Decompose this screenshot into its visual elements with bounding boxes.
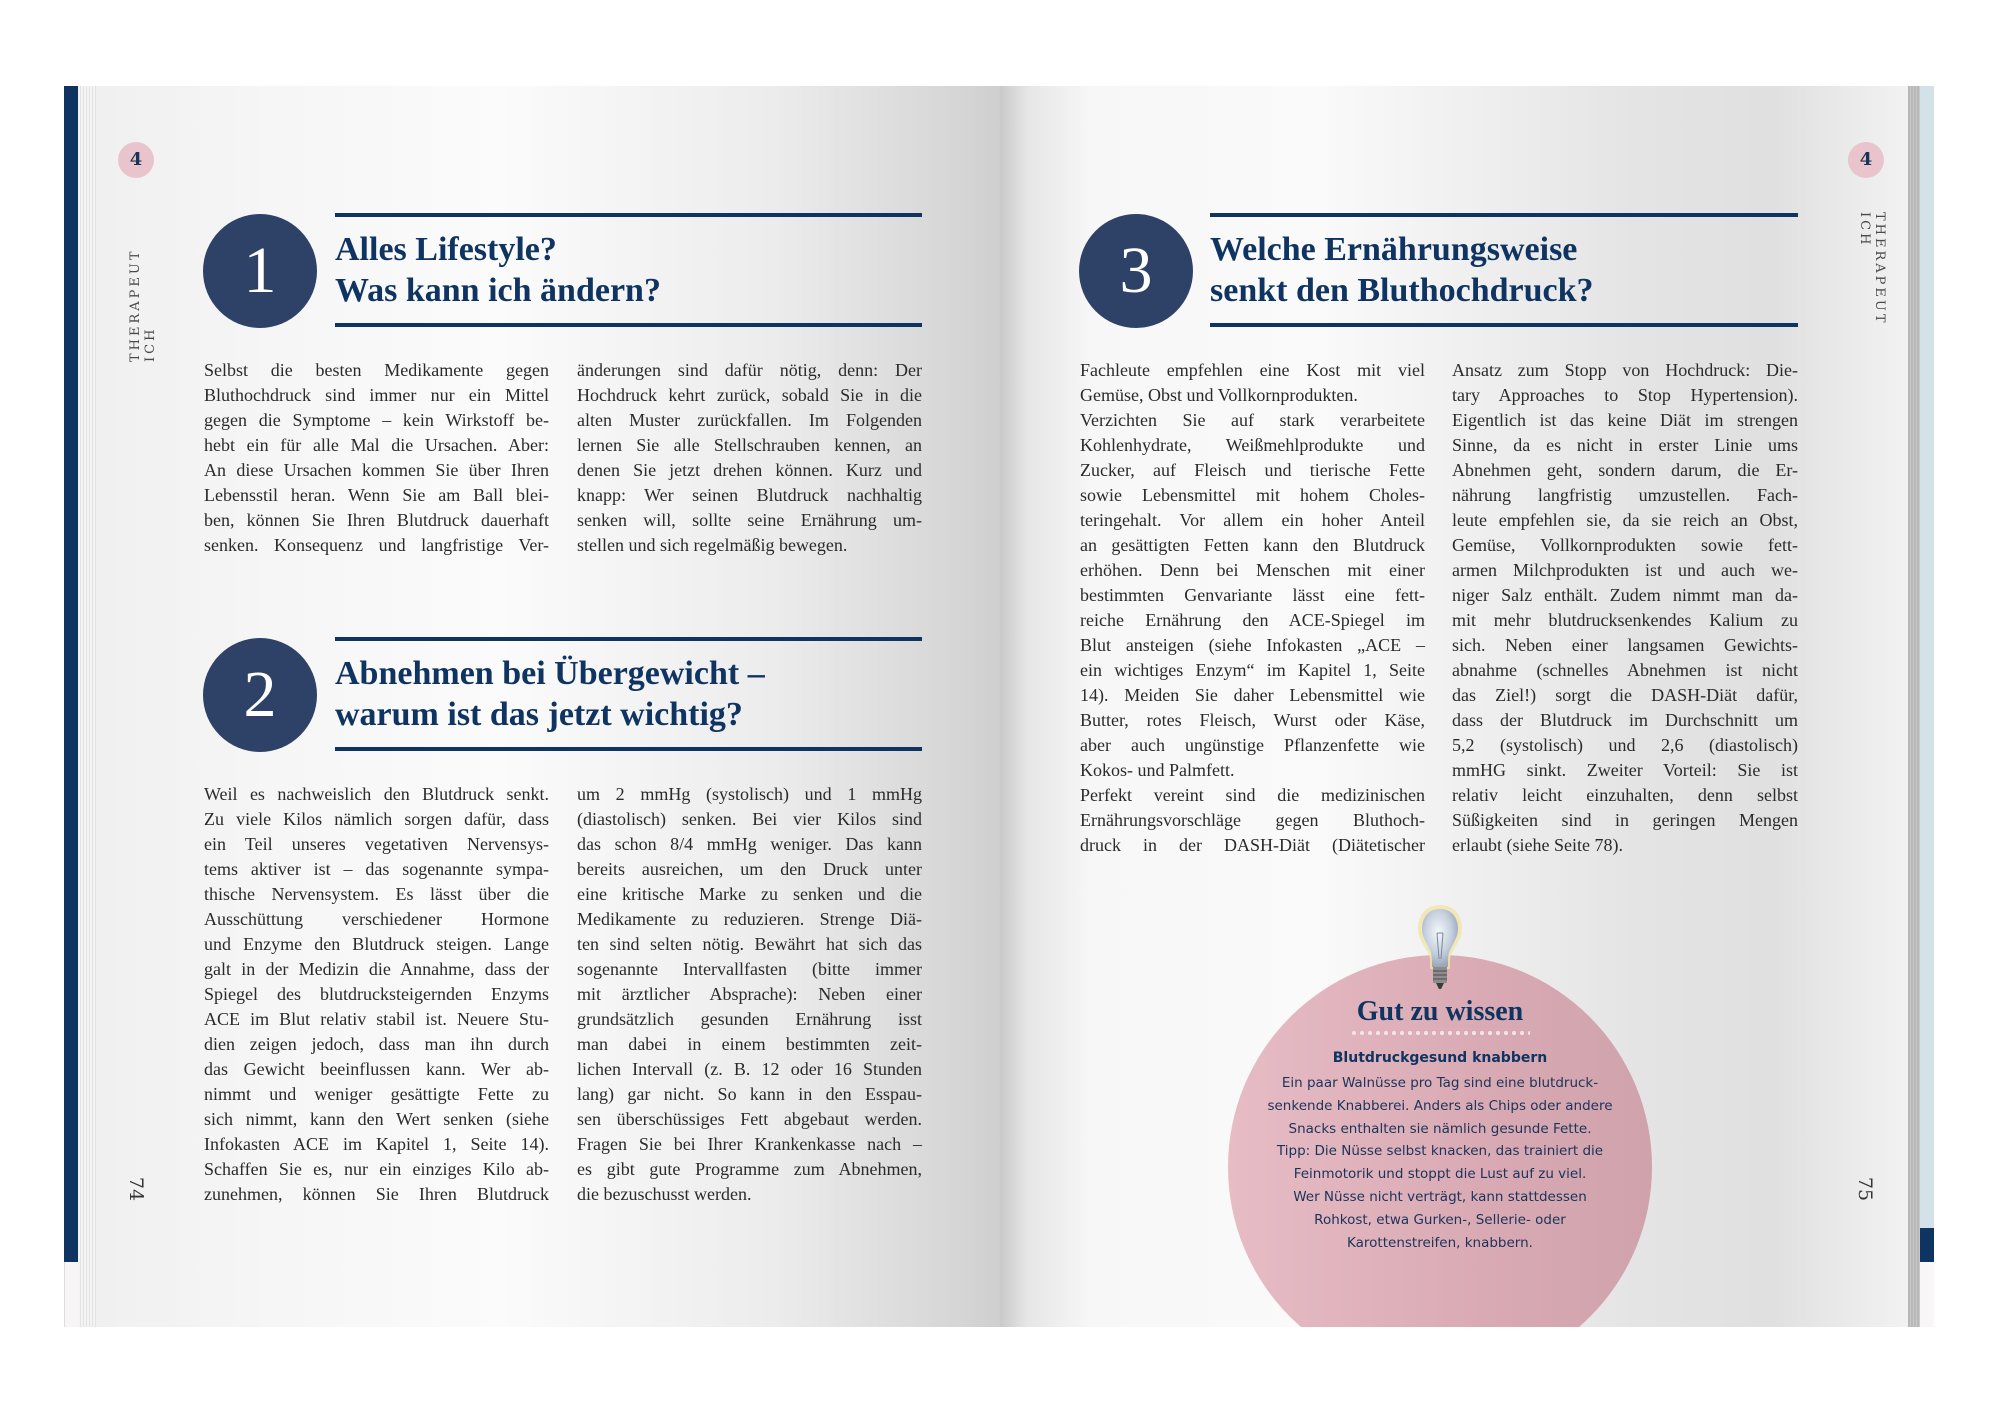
text-line: das schon 8/4 mmHg weniger. Das kann (577, 834, 922, 854)
text-line: Medikamente zu reduzieren. Strenge Diä- (577, 909, 922, 929)
text-line: Ernährungsvorschläge gegen Bluthoch- (1080, 810, 1425, 830)
text-line: Gemüse, Obst und Vollkornprodukten. (1080, 385, 1358, 405)
text-line: Ausschüttung verschiedener Hormone (204, 909, 549, 929)
page-stack-edge-right (1908, 86, 1920, 1327)
book-cover-edge-right-bottom (1920, 1262, 1934, 1327)
section-heading-2-line1: Abnehmen bei Übergewicht – (335, 655, 765, 692)
text-line: lernen Sie alle Stellschrauben kennen, an (577, 435, 922, 455)
section-heading-3-line2: senkt den Bluthochdruck? (1210, 272, 1594, 309)
text-line: senkende Knabberei. Anders als Chips oder andere (1267, 1097, 1613, 1114)
text-line: Karottenstreifen, knabbern. (1347, 1234, 1533, 1251)
text-line: sowie Lebensmittel mit hohem Choles- (1080, 485, 1425, 505)
text-line: Schaffen Sie es, nur ein einziges Kilo ab- (204, 1159, 549, 1179)
section-2-column-2 (577, 782, 922, 1207)
running-title-right: THERAPEUT ICH (1857, 212, 1887, 326)
text-line: 14). Meiden Sie daher Lebensmittel wie (1080, 685, 1425, 705)
text-line: reiche Ernährung den ACE-Spiegel im (1080, 610, 1425, 630)
text-line: Feinmotorik und stoppt die Lust auf zu viel. (1293, 1166, 1587, 1183)
text-line: gegen die Symptome – kein Wirkstoff be- (204, 410, 549, 430)
page-stack-edge-left (78, 86, 96, 1327)
text-line: Zu viele Kilos nämlich sorgen dafür, dass (204, 809, 549, 829)
text-line: das Gewicht beeinflussen kann. Wer ab- (204, 1059, 549, 1079)
section-heading-1-line2: Was kann ich ändern? (335, 272, 661, 309)
book-cover-edge-right-band (1920, 1228, 1934, 1262)
text-line: Wer Nüsse nicht verträgt, kann stattdessen (1293, 1188, 1587, 1205)
section-heading-1-line1: Alles Lifestyle? (335, 231, 557, 268)
section-number-circle-1: 1 (203, 214, 317, 328)
text-line: knapp: Wer seinen Blutdruck nachhaltig (577, 485, 922, 505)
text-line: Tipp: Die Nüsse selbst knacken, das trainiert die (1276, 1143, 1604, 1160)
text-line: Selbst die besten Medikamente gegen (204, 360, 549, 380)
text-line: Ein paar Walnüsse pro Tag sind eine blutdruck- (1281, 1075, 1599, 1091)
heading-rule-bottom-2 (335, 747, 922, 751)
section-number-circle-2: 2 (203, 638, 317, 752)
text-line: die bezuschusst werden. (577, 1184, 752, 1204)
text-line: leute empfehlen sie, da sie reich an Obst, (1452, 510, 1798, 530)
text-line: Kohlenhydrate, Weißmehlprodukte und (1080, 435, 1425, 455)
chapter-badge-right: 4 (1848, 142, 1884, 178)
text-line: man dabei in einem bestimmten zeit- (577, 1034, 922, 1054)
text-line: dien zeigen jedoch, dass man ihn durch (204, 1034, 549, 1054)
text-line: Kokos- und Palmfett. (1080, 760, 1235, 780)
text-line: ein wichtiges Enzym“ im Kapitel 1, Seite (1080, 660, 1425, 680)
text-line: ein Teil unseres vegetativen Nervensys- (204, 834, 549, 854)
book-cover-edge-left (64, 86, 78, 1262)
text-line: änderungen sind dafür nötig, denn: Der (577, 360, 922, 380)
text-line: zunehmen, können Sie Ihren Blutdruck (204, 1184, 549, 1204)
text-line: lang) gar nicht. So kann in den Esspau- (577, 1084, 922, 1104)
text-line: sen überschüssiges Fett abgebaut werden. (577, 1109, 922, 1129)
text-line: bereits ausreichen, um den Druck unter (577, 859, 922, 879)
text-line: um 2 mmHg (systolisch) und 1 mmHg (577, 784, 922, 804)
text-line: ben, können Sie Ihren Blutdruck dauerhaft (204, 510, 549, 530)
text-line: Lebensstil heran. Wenn Sie am Ball blei- (204, 485, 549, 505)
section-number-circle-3: 3 (1079, 214, 1193, 328)
text-line: hebt ein für alle Mal die Ursachen. Aber: (204, 435, 549, 455)
text-line: stellen und sich regelmäßig bewegen. (577, 535, 848, 555)
text-line: mmHG sinkt. Zweiter Vorteil: Sie ist (1452, 760, 1798, 780)
info-box-title: Gut zu wissen (1356, 996, 1524, 1027)
text-line: ten sind selten nötig. Bewährt hat sich das (577, 934, 922, 954)
text-line: aber auch ungünstige Pflanzenfette wie (1080, 735, 1425, 755)
text-line: das Ziel!) sorgt die DASH-Diät dafür, (1452, 685, 1798, 705)
text-line: Eigentlich ist das keine Diät im strengen (1452, 410, 1798, 430)
page-number-right: 75 (1854, 1176, 1877, 1202)
heading-rule-top-2 (335, 637, 922, 641)
text-line: es gibt gute Programme zum Abnehmen, (577, 1159, 922, 1179)
text-line: Hochdruck kehrt zurück, sobald Sie in die (577, 385, 922, 405)
text-line: alten Muster zurückfallen. Im Folgenden (577, 410, 922, 430)
text-line: Ansatz zum Stopp von Hochdruck: Die- (1452, 360, 1798, 380)
text-line: Blut ansteigen (siehe Infokasten „ACE – (1080, 635, 1425, 655)
text-line: Rohkost, etwa Gurken-, Sellerie- oder (1314, 1211, 1566, 1228)
text-line: galt in der Medizin die Annahme, dass der (204, 959, 549, 979)
text-line: senken. Konsequenz und langfristige Ver- (204, 535, 549, 555)
heading-rule-top-1 (335, 213, 922, 217)
text-line: Verzichten Sie auf stark verarbeitete (1080, 410, 1425, 430)
running-title-left: THERAPEUT ICH (128, 248, 158, 362)
section-1-column-1 (204, 358, 549, 558)
text-line: Sinne, da es nicht in erster Linie ums (1452, 435, 1798, 455)
info-box-dotted-divider (1350, 1031, 1530, 1035)
text-line: sich nimmt, kann den Wert senken (siehe (204, 1109, 549, 1129)
text-line: erhöhen. Denn bei Menschen mit einer (1080, 560, 1425, 580)
text-line: teringehalt. Vor allem ein hoher Anteil (1080, 510, 1425, 530)
text-line: An diese Ursachen kommen Sie über Ihren (204, 460, 549, 480)
info-box-subtitle: Blutdruckgesund knabbern (1332, 1050, 1548, 1066)
text-line: ACE im Blut relativ stabil ist. Neuere Stu- (204, 1009, 549, 1029)
text-line: eine kritische Marke zu senken und die (577, 884, 922, 904)
text-line: denen Sie jetzt drehen können. Kurz und (577, 460, 922, 480)
text-line: Weil es nachweislich den Blutdruck senkt. (204, 784, 549, 804)
text-line: nährung langfristig umzustellen. Fach- (1452, 485, 1798, 505)
text-line: Perfekt vereint sind die medizinischen (1080, 785, 1425, 805)
text-line: nimmt und weniger gesättigte Fette zu (204, 1084, 549, 1104)
text-line: Abnehmen geht, sondern darum, die Er- (1452, 460, 1798, 480)
chapter-badge-left: 4 (118, 142, 154, 178)
text-line: druck in der DASH-Diät (Diätetischer (1080, 835, 1425, 855)
text-line: mit ärztlicher Absprache): Neben einer (577, 984, 922, 1004)
text-line: tary Approaches to Stop Hypertension). (1452, 385, 1798, 405)
text-line: niger Salz enthält. Zudem nimmt man da- (1452, 585, 1798, 605)
text-line: dass der Blutdruck im Durchschnitt um (1452, 710, 1798, 730)
text-line: Butter, rotes Fleisch, Wurst oder Käse, (1080, 710, 1425, 730)
text-line: (diastolisch) senken. Bei vier Kilos sind (577, 809, 922, 829)
text-line: Snacks enthalten sie nämlich gesunde Fette. (1288, 1120, 1592, 1137)
heading-rule-bottom-1 (335, 323, 922, 327)
text-line: armen Milchprodukten ist und auch we- (1452, 560, 1798, 580)
text-line: mit mehr blutdrucksenkendes Kalium zu (1452, 610, 1798, 630)
section-heading-1 (335, 229, 922, 311)
text-line: Fachleute empfehlen eine Kost mit viel (1080, 360, 1425, 380)
text-line: erlaubt (siehe Seite 78). (1452, 835, 1623, 855)
section-1-column-2 (577, 358, 922, 558)
text-line: an gesättigten Fetten kann den Blutdruck (1080, 535, 1425, 555)
text-line: senken will, sollte seine Ernährung um- (577, 510, 922, 530)
page-number-left: 74 (125, 1176, 148, 1202)
text-line: Süßigkeiten sind in geringen Mengen (1452, 810, 1798, 830)
text-line: abnahme (schnelles Abnehmen ist nicht (1452, 660, 1798, 680)
text-line: bestimmten Genvariante lässt eine fett- (1080, 585, 1425, 605)
book-cover-edge-right (1920, 86, 1934, 1228)
text-line: Spiegel des blutdrucksteigernden Enzyms (204, 984, 549, 1004)
section-2-column-1 (204, 782, 549, 1207)
text-line: thische Nervensystem. Es lässt über die (204, 884, 549, 904)
text-line: sogenannte Intervallfasten (bitte immer (577, 959, 922, 979)
text-line: Gemüse, Vollkornprodukten sowie fett- (1452, 535, 1798, 555)
info-box-body (1248, 1072, 1632, 1254)
text-line: und Enzyme den Blutdruck steigen. Lange (204, 934, 549, 954)
book-cover-edge-left-bottom (64, 1262, 79, 1327)
text-line: tems aktiver ist – das sogenannte sympa- (204, 859, 549, 879)
text-line: sich. Neben einer langsamen Gewichts- (1452, 635, 1798, 655)
section-heading-2-line2: warum ist das jetzt wichtig? (335, 696, 743, 733)
text-line: Infokasten ACE im Kapitel 1, Seite 14). (204, 1134, 549, 1154)
text-line: Bluthochdruck sind immer nur ein Mittel (204, 385, 549, 405)
section-heading-2 (335, 653, 922, 735)
text-line: 5,2 (systolisch) und 2,6 (diastolisch) (1452, 735, 1798, 755)
section-heading-3-line1: Welche Ernährungsweise (1210, 231, 1578, 268)
text-line: Zucker, auf Fleisch und tierische Fette (1080, 460, 1425, 480)
light-bulb-icon (1416, 903, 1464, 995)
text-line: Fragen Sie bei Ihrer Krankenkasse nach – (577, 1134, 922, 1154)
text-line: relativ leicht einzuhalten, denn selbst (1452, 785, 1798, 805)
text-line: lichen Intervall (z. B. 12 oder 16 Stunden (577, 1059, 922, 1079)
text-line: grundsätzlich gesunden Ernährung isst (577, 1009, 922, 1029)
